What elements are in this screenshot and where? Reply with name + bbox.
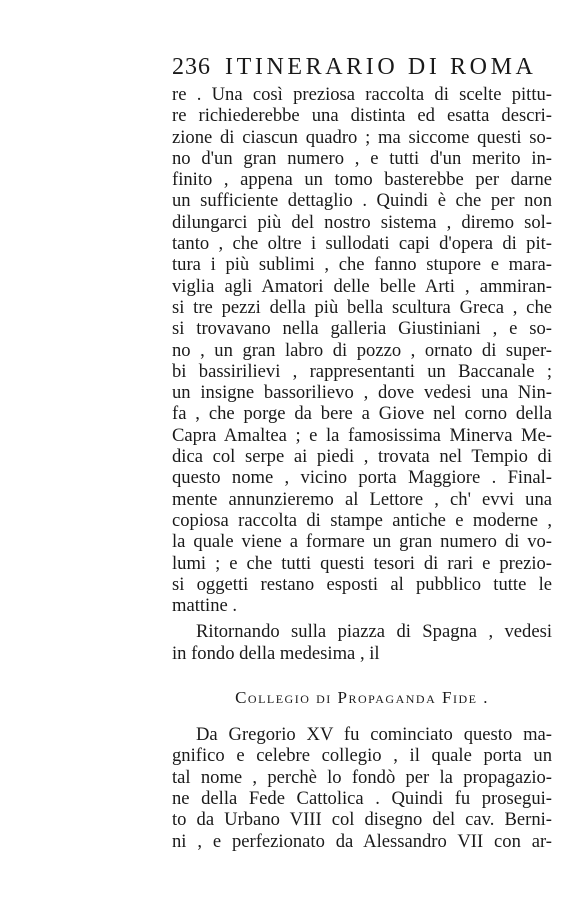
running-title: ITINERARIO DI ROMA — [225, 54, 537, 80]
paragraph-collegio — [172, 724, 552, 852]
text-line: dica col serpe ai piedi , trovata nel Tempio di — [172, 446, 552, 468]
text-line: in fondo della medesima , il — [172, 642, 380, 664]
running-header — [172, 50, 537, 84]
text-line: si tre pezzi della più bella scultura Greca , che — [172, 296, 552, 318]
text-line: lumi ; e che tutti questi tesori di rari e prezio- — [172, 552, 552, 574]
text-line: Capra Amaltea ; e la famosissima Minerva Me- — [172, 424, 552, 446]
text-line: gnifico e celebre collegio , il quale porta un — [172, 745, 552, 767]
text-line: re richiederebbe una distinta ed esatta descri- — [172, 105, 552, 127]
body-text — [172, 84, 552, 852]
text-line: finito , appena un tomo basterebbe per darne — [172, 169, 552, 191]
text-line: no d'un gran numero , e tutti d'un merito in- — [172, 147, 552, 169]
text-line: zione di ciascun quadro ; ma siccome questi so- — [172, 126, 552, 148]
text-line: la quale viene a formare un gran numero di vo- — [172, 531, 552, 553]
text-line: Da Gregorio XV fu cominciato questo ma- — [196, 724, 552, 746]
text-line: copiosa raccolta di stampe antiche e moderne , — [172, 509, 552, 531]
text-line: no , un gran labro di pozzo , ornato di super- — [172, 339, 552, 361]
text-line: mente annunzieremo al Lettore , ch' evvi una — [172, 488, 552, 510]
text-line: to da Urbano VIII col disegno del cav. Berni- — [172, 809, 552, 831]
text-line: tura i più sublimi , che fanno stupore e mara- — [172, 254, 552, 276]
text-line: questo nome , vicino porta Maggiore . Final- — [172, 467, 552, 489]
text-line: si oggetti restano esposti al pubblico tutte le — [172, 573, 552, 595]
text-line: si trovavano nella galleria Giustiniani , e so- — [172, 318, 552, 340]
text-line: re . Una così preziosa raccolta di scelte pittu- — [172, 84, 552, 105]
text-line: un insigne bassorilievo , dove vedesi una Nin- — [172, 382, 552, 404]
text-line: bi bassirilievi , rappresentanti un Baccanale ; — [172, 360, 552, 382]
section-heading: Collegio di Propaganda Fide . — [235, 688, 489, 708]
text-line: viglia agli Amatori delle belle Arti , ammiran- — [172, 275, 552, 297]
text-line: ne della Fede Cattolica . Quindi fu prosegui- — [172, 787, 552, 809]
page-number: 236 — [172, 54, 211, 80]
text-line: tal nome , perchè lo fondò per la propagazio- — [172, 766, 552, 788]
text-line: fa , che porge da bere a Giove nel corno della — [172, 403, 552, 425]
text-line: dilungarci più del nostro sistema , diremo sol- — [172, 211, 552, 233]
paragraph-piazza-spagna — [172, 621, 552, 664]
text-line: Ritornando sulla piazza di Spagna , vedesi — [196, 621, 552, 643]
text-line: tanto , che oltre i sullodati capi d'opera di pit- — [172, 233, 552, 255]
text-line: ni , e perfezionato da Alessandro VII con ar- — [172, 830, 552, 852]
text-line: un sufficiente dettaglio . Quindi è che per non — [172, 190, 552, 212]
paragraph-gallery — [172, 84, 552, 616]
text-line: mattine . — [172, 595, 238, 617]
